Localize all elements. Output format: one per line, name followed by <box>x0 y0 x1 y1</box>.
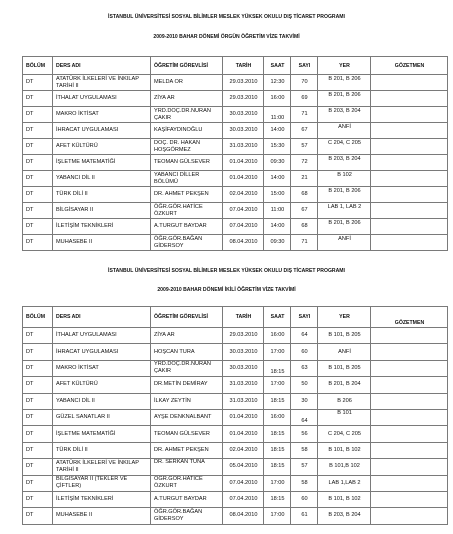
sayi-cell: 60 <box>291 491 318 507</box>
bolum-cell: DT <box>23 155 53 171</box>
tarih-cell: 05.04.2010 <box>223 459 264 475</box>
saat-cell: 14:00 <box>264 171 291 187</box>
tarih-cell: 30.03.2010 <box>223 107 264 123</box>
tarih-cell: 29.03.2010 <box>223 75 264 91</box>
saat-cell: 18:15 <box>264 442 291 458</box>
tarih-cell: 29.03.2010 <box>223 328 264 344</box>
saat-cell: 18:15 <box>264 426 291 442</box>
ogretim-gorevlisi-cell: YRD.DOÇ.DR.NURAN ÇAKIR <box>151 360 223 376</box>
table-row <box>23 187 448 203</box>
table-row <box>23 393 448 409</box>
ders-adi-cell: İŞLETME MATEMATİĞİ <box>53 426 151 442</box>
table-row <box>23 123 448 139</box>
ogretim-gorevlisi-cell: ÖĞR.GÖR.BAĞAN GİDERSOY <box>151 235 223 251</box>
institution-title: İSTANBUL ÜNİVERSİTESİ SOSYAL BİLİMLER MESLEK YÜKSEK OKULU DIŞ TİCARET PROGRAMI <box>108 268 345 274</box>
sayi-cell: 64 <box>291 409 318 425</box>
gozetmen-cell <box>371 123 448 139</box>
gozetmen-cell <box>371 491 448 507</box>
gozetmen-cell <box>371 91 448 107</box>
saat-cell: 18:15 <box>264 491 291 507</box>
ders-adi-cell: İLETİŞİM TEKNİKLERİ <box>53 491 151 507</box>
bolum-cell: DT <box>23 91 53 107</box>
column-header-ogretim-gorevlisi: ÖĞRETİM GÖREVLİSİ <box>151 307 223 328</box>
ogretim-gorevlisi-cell: TEOMAN GÜLSEVER <box>151 155 223 171</box>
bolum-cell: DT <box>23 393 53 409</box>
saat-cell: 18:15 <box>264 360 291 376</box>
yer-cell: B 201, B 206 <box>318 187 371 203</box>
ders-adi-cell: MAKRO İKTİSAT <box>53 107 151 123</box>
sayi-cell: 69 <box>291 91 318 107</box>
ders-adi-cell: İTHALAT UYGULAMASI <box>53 91 151 107</box>
tarih-cell: 31.03.2010 <box>223 377 264 393</box>
gozetmen-cell <box>371 328 448 344</box>
gozetmen-cell <box>371 155 448 171</box>
header-row <box>23 57 448 75</box>
table-row <box>23 459 448 475</box>
ogretim-gorevlisi-cell: ZİYA AR <box>151 328 223 344</box>
column-header-saat: SAAT <box>264 57 291 75</box>
tarih-cell: 08.04.2010 <box>223 508 264 524</box>
ders-adi-cell: AFET KÜLTÜRÜ <box>53 139 151 155</box>
bolum-cell: DT <box>23 360 53 376</box>
saat-cell: 16:00 <box>264 328 291 344</box>
sayi-cell: 57 <box>291 459 318 475</box>
gozetmen-cell <box>371 459 448 475</box>
gozetmen-cell <box>371 377 448 393</box>
column-header-saat: SAAT <box>264 307 291 328</box>
sayi-cell: 71 <box>291 235 318 251</box>
tarih-cell: 02.04.2010 <box>223 442 264 458</box>
table-row <box>23 107 448 123</box>
sayi-cell: 61 <box>291 508 318 524</box>
table-row <box>23 328 448 344</box>
bolum-cell: DT <box>23 171 53 187</box>
ders-adi-cell: İHRACAT UYGULAMASI <box>53 123 151 139</box>
ogretim-gorevlisi-cell: DR.METİN DEMİRAY <box>151 377 223 393</box>
yer-cell: LAB 1,LAB 2 <box>318 475 371 491</box>
column-header-bolum: BÖLÜM <box>23 307 53 328</box>
column-header-sayi: SAYI <box>291 57 318 75</box>
sayi-cell: 67 <box>291 123 318 139</box>
yer-cell: B 201, B 206 <box>318 219 371 235</box>
sayi-cell: 58 <box>291 442 318 458</box>
gozetmen-cell <box>371 426 448 442</box>
gozetmen-cell <box>371 75 448 91</box>
tarih-cell: 07.04.2010 <box>223 475 264 491</box>
yer-cell: B 201, B 204 <box>318 377 371 393</box>
table-header <box>23 307 448 328</box>
bolum-cell: DT <box>23 409 53 425</box>
table-row <box>23 171 448 187</box>
tarih-cell: 02.04.2010 <box>223 187 264 203</box>
bolum-cell: DT <box>23 187 53 203</box>
yer-cell: C 204, C 205 <box>318 426 371 442</box>
saat-cell: 14:00 <box>264 219 291 235</box>
ders-adi-cell: TÜRK DİLİ II <box>53 442 151 458</box>
table-row <box>23 235 448 251</box>
exam-schedule-table <box>22 56 448 251</box>
yer-cell: B 101,B 102 <box>318 459 371 475</box>
yer-cell: B 101, B 102 <box>318 491 371 507</box>
gozetmen-cell <box>371 219 448 235</box>
table-row <box>23 491 448 507</box>
table-row <box>23 91 448 107</box>
yer-cell: LAB 1, LAB 2 <box>318 203 371 219</box>
column-header-sayi: SAYI <box>291 307 318 328</box>
ogretim-gorevlisi-cell: DR. SERKAN TUNA <box>151 459 223 475</box>
yer-cell: B 203, B 204 <box>318 508 371 524</box>
bolum-cell: DT <box>23 459 53 475</box>
schedule-title: 2009-2010 BAHAR DÖNEMİ İKİLİ ÖĞRETİM VİZE TAKVİMİ <box>157 287 296 293</box>
ders-adi-cell: YABANCI DİL II <box>53 393 151 409</box>
ogretim-gorevlisi-cell: DR. AHMET PEKŞEN <box>151 187 223 203</box>
sayi-cell: 67 <box>291 203 318 219</box>
ogretim-gorevlisi-cell: DOÇ. DR. HAKAN HOŞGÖRMEZ <box>151 139 223 155</box>
ders-adi-cell: AFET KÜLTÜRÜ <box>53 377 151 393</box>
ders-adi-cell: İHRACAT UYGULAMASI <box>53 344 151 360</box>
yer-cell: B 101, B 205 <box>318 360 371 376</box>
saat-cell: 12:30 <box>264 75 291 91</box>
ogretim-gorevlisi-cell: İLKAY ZEYTİN <box>151 393 223 409</box>
saat-cell: 09:30 <box>264 235 291 251</box>
gozetmen-cell <box>371 475 448 491</box>
bolum-cell: DT <box>23 107 53 123</box>
ders-adi-cell: İTHALAT UYGULAMASI <box>53 328 151 344</box>
table-row <box>23 344 448 360</box>
yer-cell: B 206 <box>318 393 371 409</box>
column-header-tarih: TARİH <box>223 307 264 328</box>
saat-cell: 17:00 <box>264 344 291 360</box>
column-header-yer: YER <box>318 57 371 75</box>
sayi-cell: 71 <box>291 107 318 123</box>
column-header-gozetmen: GÖZETMEN <box>371 307 448 328</box>
bolum-cell: DT <box>23 139 53 155</box>
yer-cell: B 101 <box>318 409 371 425</box>
ders-adi-cell: TÜRK DİLİ II <box>53 187 151 203</box>
table-row <box>23 508 448 524</box>
sayi-cell: 50 <box>291 377 318 393</box>
column-header-ders-adi: DERS ADI <box>53 307 151 328</box>
table-row <box>23 155 448 171</box>
bolum-cell: DT <box>23 377 53 393</box>
ders-adi-cell: YABANCI DİL II <box>53 171 151 187</box>
gozetmen-cell <box>371 344 448 360</box>
ogretim-gorevlisi-cell: ÖĞR.GÖR.HATİCE ÖZKURT <box>151 203 223 219</box>
table-row <box>23 442 448 458</box>
gozetmen-cell <box>371 107 448 123</box>
tarih-cell: 31.03.2010 <box>223 139 264 155</box>
gozetmen-cell <box>371 203 448 219</box>
sayi-cell: 72 <box>291 155 318 171</box>
gozetmen-cell <box>371 442 448 458</box>
yer-cell: B 203, B 204 <box>318 107 371 123</box>
ogretim-gorevlisi-cell: ÖĞR.GÖR.BAĞAN GİDERSOY <box>151 508 223 524</box>
gozetmen-cell <box>371 171 448 187</box>
table-row <box>23 219 448 235</box>
institution-title: İSTANBUL ÜNİVERSİTESİ SOSYAL BİLİMLER MESLEK YÜKSEK OKULU DIŞ TİCARET PROGRAMI <box>108 14 345 20</box>
table-row <box>23 409 448 425</box>
ders-adi-cell: ATATÜRK İLKELERİ VE İNKILAP TARİHİ II <box>53 459 151 475</box>
ders-adi-cell: MAKRO İKTİSAT <box>53 360 151 376</box>
tarih-cell: 29.03.2010 <box>223 91 264 107</box>
saat-cell: 15:00 <box>264 187 291 203</box>
exam-schedule-table <box>22 306 448 525</box>
gozetmen-cell <box>371 187 448 203</box>
ders-adi-cell: ATATÜRK İLKELERİ VE İNKILAP TARİHİ II <box>53 75 151 91</box>
table-body <box>23 75 448 251</box>
ogretim-gorevlisi-cell: KAŞİFAYDINOĞLU <box>151 123 223 139</box>
ders-adi-cell: MUHASEBE II <box>53 235 151 251</box>
sayi-cell: 56 <box>291 426 318 442</box>
sayi-cell: 58 <box>291 475 318 491</box>
saat-cell: 15:30 <box>264 139 291 155</box>
ders-adi-cell: BİLGİSAYAR II (TEKLER VE ÇİFTLER) <box>53 475 151 491</box>
tarih-cell: 30.03.2010 <box>223 360 264 376</box>
column-header-gozetmen: GÖZETMEN <box>371 57 448 75</box>
table-row <box>23 75 448 91</box>
bolum-cell: DT <box>23 219 53 235</box>
bolum-cell: DT <box>23 203 53 219</box>
column-header-bolum: BÖLÜM <box>23 57 53 75</box>
ders-adi-cell: BİLGİSAYAR II <box>53 203 151 219</box>
ogretim-gorevlisi-cell: YRD.DOÇ.DR.NURAN ÇAKIR <box>151 107 223 123</box>
ogretim-gorevlisi-cell: TEOMAN GÜLSEVER <box>151 426 223 442</box>
ogretim-gorevlisi-cell: AYŞE DENKNALBANT <box>151 409 223 425</box>
header-row <box>23 307 448 328</box>
ders-adi-cell: MUHASEBE II <box>53 508 151 524</box>
gozetmen-cell <box>371 508 448 524</box>
ders-adi-cell: GÜZEL SANATLAR II <box>53 409 151 425</box>
tarih-cell: 07.04.2010 <box>223 203 264 219</box>
saat-cell: 17:00 <box>264 377 291 393</box>
gozetmen-cell <box>371 393 448 409</box>
saat-cell: 18:15 <box>264 459 291 475</box>
tarih-cell: 01.04.2010 <box>223 171 264 187</box>
bolum-cell: DT <box>23 235 53 251</box>
saat-cell: 16:00 <box>264 409 291 425</box>
tarih-cell: 08.04.2010 <box>223 235 264 251</box>
yer-cell: B 101, B 102 <box>318 442 371 458</box>
ogretim-gorevlisi-cell: YABANCI DİLLER BÖLÜMÜ <box>151 171 223 187</box>
sayi-cell: 60 <box>291 344 318 360</box>
yer-cell: B 101, B 205 <box>318 328 371 344</box>
saat-cell: 09:30 <box>264 155 291 171</box>
sayi-cell: 64 <box>291 328 318 344</box>
gozetmen-cell <box>371 409 448 425</box>
saat-cell: 17:00 <box>264 508 291 524</box>
table-body <box>23 328 448 525</box>
gozetmen-cell <box>371 360 448 376</box>
ogretim-gorevlisi-cell: HOŞCAN TURA <box>151 344 223 360</box>
tarih-cell: 07.04.2010 <box>223 491 264 507</box>
table-row <box>23 475 448 491</box>
tarih-cell: 01.04.2010 <box>223 426 264 442</box>
tarih-cell: 31.03.2010 <box>223 393 264 409</box>
sayi-cell: 68 <box>291 187 318 203</box>
saat-cell: 14:00 <box>264 123 291 139</box>
saat-cell: 11:00 <box>264 107 291 123</box>
column-header-yer: YER <box>318 307 371 328</box>
gozetmen-cell <box>371 235 448 251</box>
ogretim-gorevlisi-cell: MELDA OR <box>151 75 223 91</box>
bolum-cell: DT <box>23 442 53 458</box>
bolum-cell: DT <box>23 426 53 442</box>
bolum-cell: DT <box>23 328 53 344</box>
ders-adi-cell: İLETİŞİM TEKNİKLERİ <box>53 219 151 235</box>
bolum-cell: DT <box>23 123 53 139</box>
bolum-cell: DT <box>23 491 53 507</box>
table-row <box>23 360 448 376</box>
sayi-cell: 57 <box>291 139 318 155</box>
yer-cell: B 102 <box>318 171 371 187</box>
saat-cell: 16:00 <box>264 91 291 107</box>
tarih-cell: 01.04.2010 <box>223 155 264 171</box>
tarih-cell: 30.03.2010 <box>223 344 264 360</box>
tarih-cell: 01.04.2010 <box>223 409 264 425</box>
bolum-cell: DT <box>23 508 53 524</box>
schedule-title: 2009-2010 BAHAR DÖNEMİ ÖRGÜN ÖĞRETİM VİZE TAKVİMİ <box>153 34 300 40</box>
yer-cell: C 204, C 205 <box>318 139 371 155</box>
table-header <box>23 57 448 75</box>
saat-cell: 18:15 <box>264 393 291 409</box>
yer-cell: ANFİ <box>318 344 371 360</box>
ogretim-gorevlisi-cell: A.TURGUT BAYDAR <box>151 491 223 507</box>
bolum-cell: DT <box>23 475 53 491</box>
ogretim-gorevlisi-cell: A.TURGUT BAYDAR <box>151 219 223 235</box>
saat-cell: 11:00 <box>264 203 291 219</box>
ders-adi-cell: İŞLETME MATEMATİĞİ <box>53 155 151 171</box>
table-row <box>23 377 448 393</box>
column-header-ders-adi: DERS ADI <box>53 57 151 75</box>
sayi-cell: 30 <box>291 393 318 409</box>
gozetmen-cell <box>371 139 448 155</box>
yer-cell: ANFİ <box>318 123 371 139</box>
ogretim-gorevlisi-cell: ZİYA AR <box>151 91 223 107</box>
bolum-cell: DT <box>23 75 53 91</box>
sayi-cell: 63 <box>291 360 318 376</box>
column-header-ogretim-gorevlisi: ÖĞRETİM GÖREVLİSİ <box>151 57 223 75</box>
saat-cell: 17:00 <box>264 475 291 491</box>
yer-cell: B 201, B 206 <box>318 91 371 107</box>
table-row <box>23 426 448 442</box>
ogretim-gorevlisi-cell: ÖĞR.GÖR.HATİCE ÖZKURT <box>151 475 223 491</box>
table-row <box>23 203 448 219</box>
yer-cell: ANFİ <box>318 235 371 251</box>
column-header-tarih: TARİH <box>223 57 264 75</box>
tarih-cell: 30.03.2010 <box>223 123 264 139</box>
table-row <box>23 139 448 155</box>
yer-cell: B 203, B 204 <box>318 155 371 171</box>
sayi-cell: 70 <box>291 75 318 91</box>
bolum-cell: DT <box>23 344 53 360</box>
sayi-cell: 21 <box>291 171 318 187</box>
tarih-cell: 07.04.2010 <box>223 219 264 235</box>
ogretim-gorevlisi-cell: DR. AHMET PEKŞEN <box>151 442 223 458</box>
sayi-cell: 68 <box>291 219 318 235</box>
yer-cell: B 201, B 206 <box>318 75 371 91</box>
